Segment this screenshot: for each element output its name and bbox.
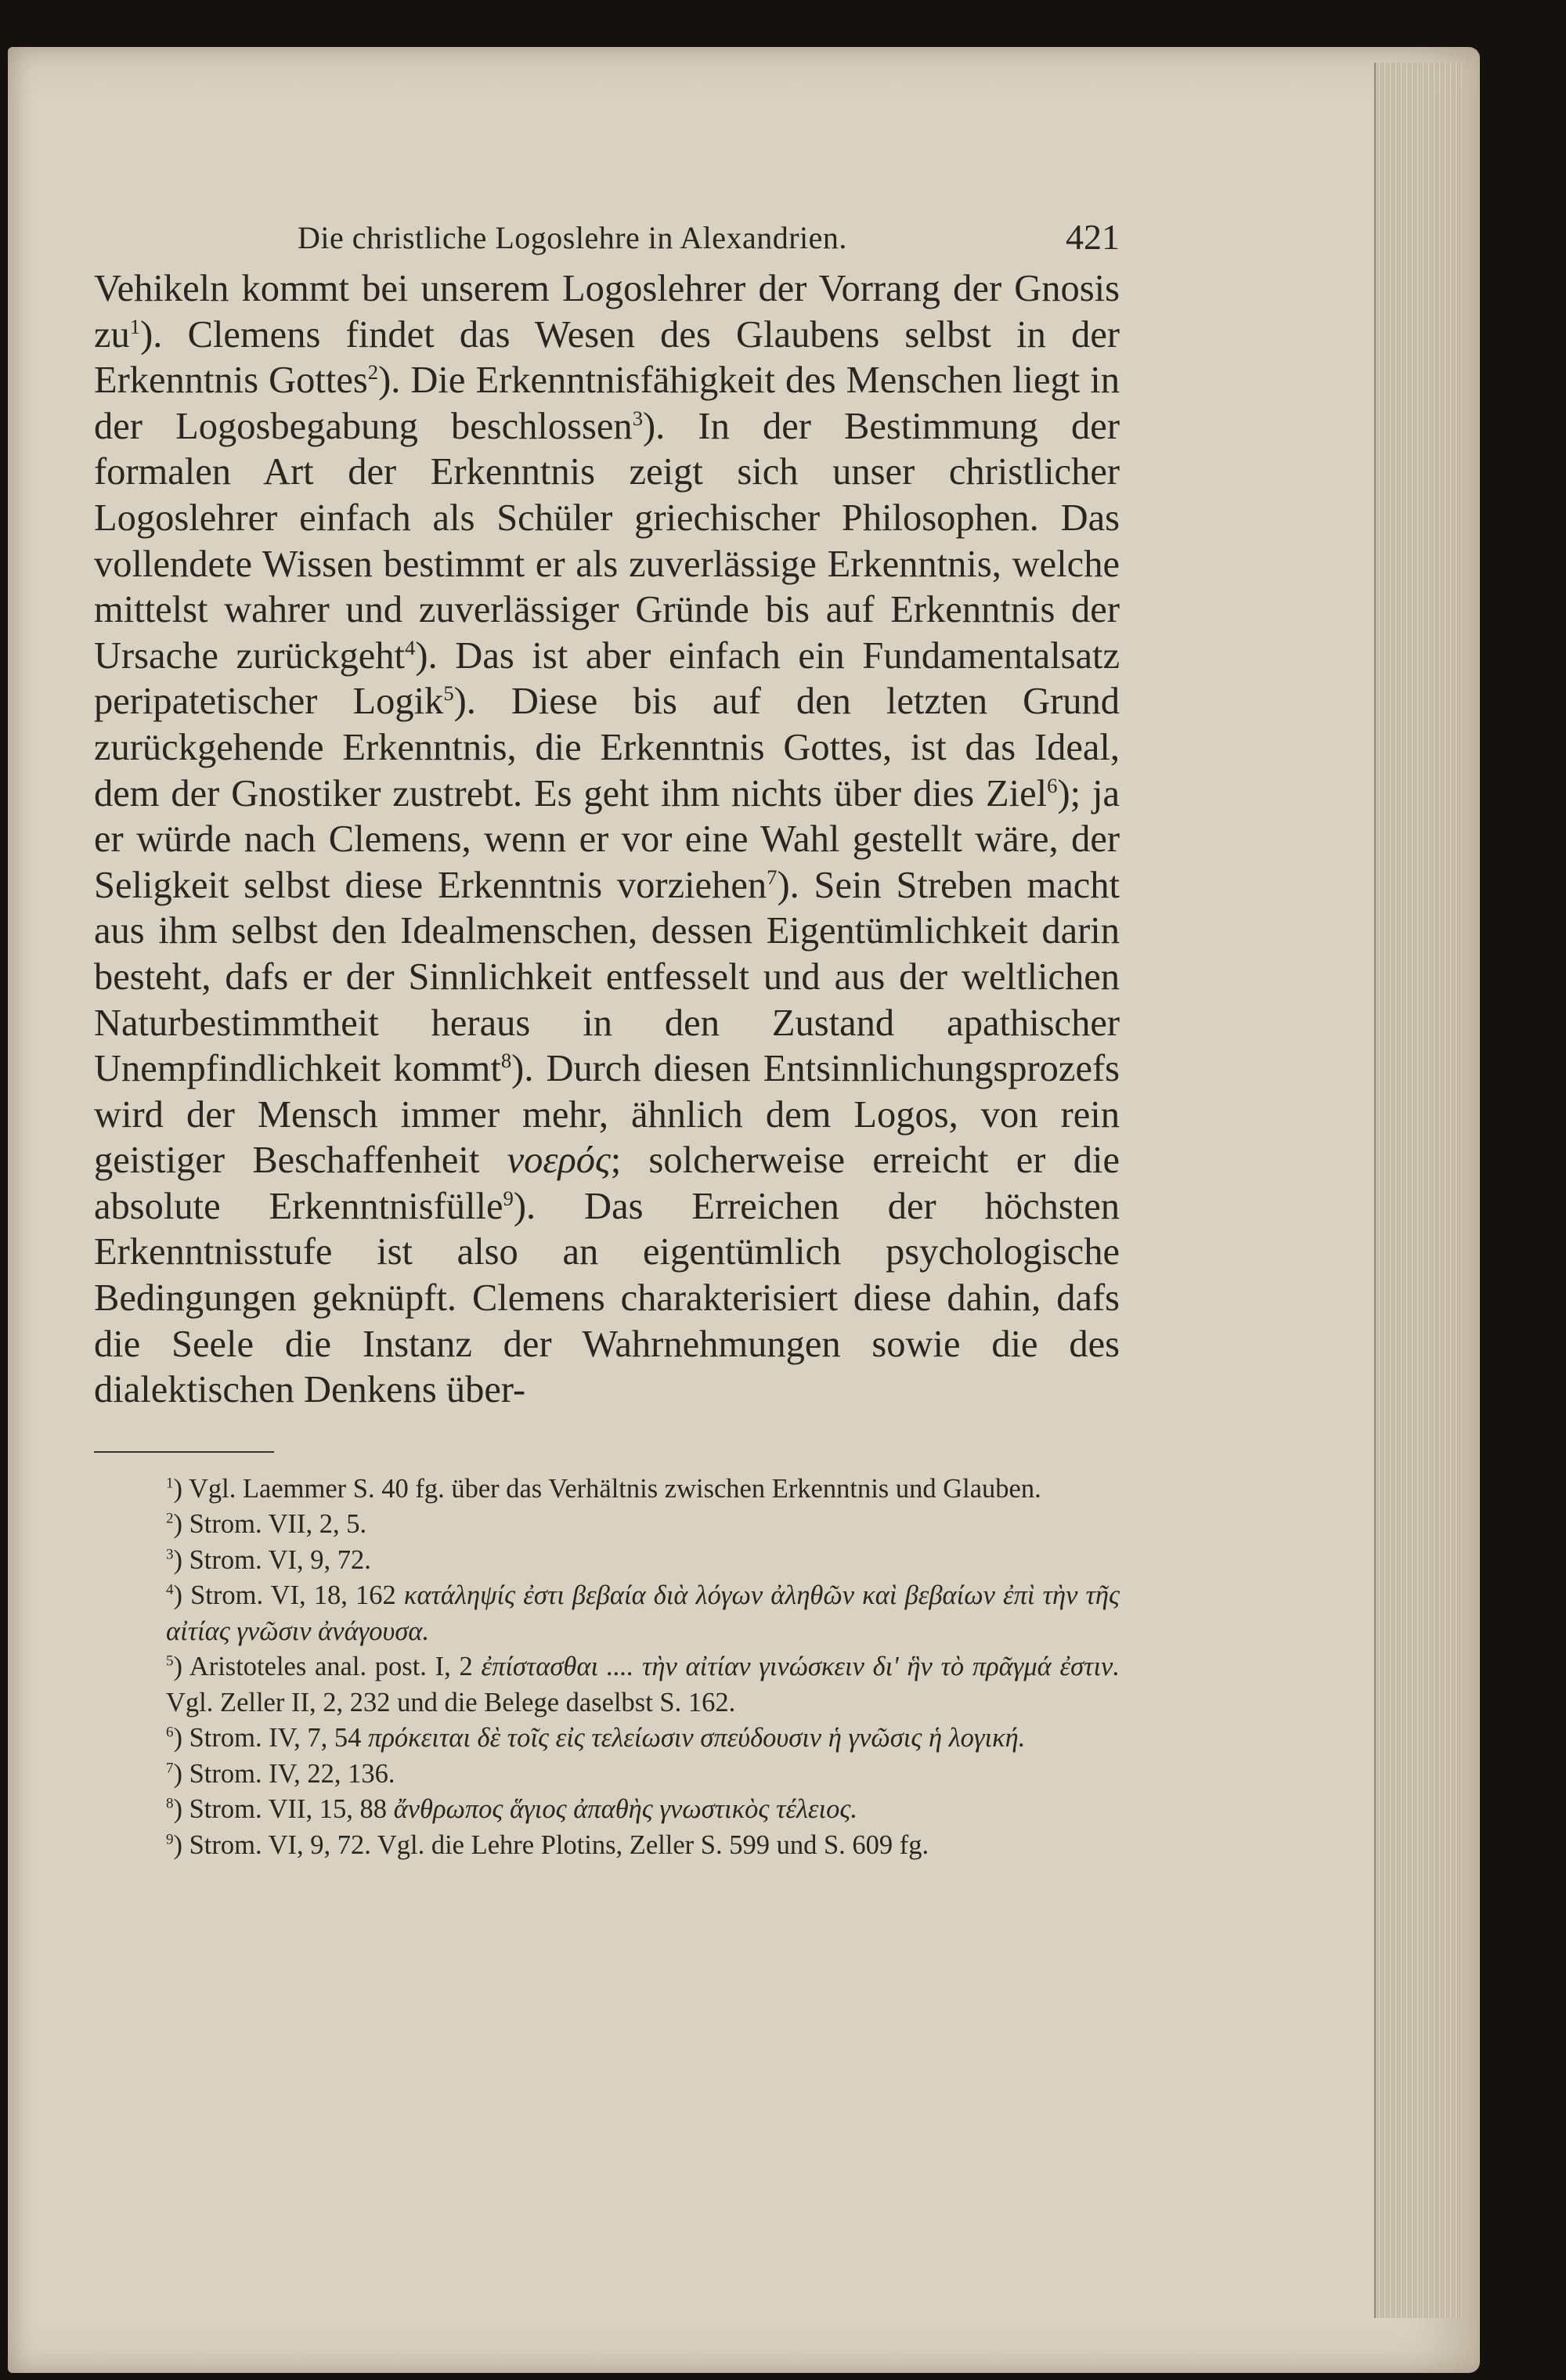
footnote-text: ) Aristoteles anal. post. I, 2 (173, 1652, 482, 1682)
text-run: ). Durch diesen Entsinnlichungsprozefs wird der Mensch immer mehr, ähnlich dem Logos, von rein geistiger Beschaffenheit (94, 1048, 1120, 1182)
text-run: Vehikeln kommt bei unserem Logoslehrer der Vorrang der Gnosis zu (94, 268, 1120, 356)
text-run: ). Das ist aber einfach ein Fundamentalsatz peripatetischer Logik (94, 634, 1120, 723)
footnote-greek: ἄνθρωπος ἅγιος ἀπαθὴς γνωστικὸς τέλειος. (393, 1794, 857, 1825)
footnote-greek: πρόκειται δὲ τοῖς εἰς τελείωσιν σπεύδουσιν ἡ γνῶσις ἡ λογική. (368, 1723, 1026, 1753)
text-run: ). Sein Streben macht aus ihm selbst den Idealmenschen, dessen Eigentümlichkeit darin besteht, dafs er der Sinnlichkeit entfesselt und aus der weltlichen Naturbestimmtheit heraus in den Zustand apathischer Unempfindlichkeit kommt (94, 864, 1120, 1090)
footnote-rule (94, 1451, 274, 1453)
footnote-ref: 2 (367, 360, 379, 385)
footnote-ref: 3 (632, 406, 644, 430)
footnote-marker: 7 (166, 1760, 174, 1777)
footnote-greek: ἐπίστασθαι .... τὴν αἰτίαν γινώσκειν δι' ἣν τὸ πρᾶγμά ἐστιν. (481, 1652, 1120, 1682)
footnote-9 (94, 1828, 1120, 1864)
footnote-marker: 8 (166, 1795, 174, 1812)
footnote-text: ) Strom. VI, 18, 162 (173, 1580, 404, 1611)
footnote-marker: 3 (166, 1546, 174, 1563)
footnote-marker: 1 (166, 1475, 174, 1492)
page-number: 421 (1066, 217, 1120, 257)
footnote-marker: 4 (166, 1581, 174, 1598)
page-content (94, 196, 1120, 1863)
greek-term: νοερός (507, 1139, 611, 1182)
text-run: ). Clemens findet das Wesen des Glaubens selbst in der Erkenntnis Gottes (94, 313, 1120, 402)
footnote-5 (94, 1649, 1120, 1721)
page-header (94, 196, 1120, 266)
footnote-text: ) Strom. VII, 15, 88 (173, 1794, 394, 1825)
footnote-marker: 6 (166, 1724, 174, 1741)
text-run: ). Diese bis auf den letzten Grund zurückgehende Erkenntnis, die Erkenntnis Gottes, ist das Ideal, dem der Gnostiker zustrebt. Es geht ihm nichts über dies Ziel (94, 681, 1120, 814)
footnote-6 (94, 1721, 1120, 1757)
text-run: ); ja er würde nach Clemens, wenn er vor eine Wahl gestellt wäre, der Seligkeit selbst diese Erkenntnis vorziehen (94, 772, 1120, 906)
footnotes (94, 1472, 1120, 1864)
footnote-text: ) Vgl. Laemmer S. 40 fg. über das Verhältnis zwischen Erkenntnis und Glauben. (173, 1473, 1041, 1504)
footnote-text: ) Strom. VII, 2, 5. (173, 1509, 367, 1540)
footnote-greek: κατάληψίς ἐστι βεβαία διὰ λόγων ἀληθῶν καὶ βεβαίων ἐπὶ τὴν τῆς αἰτίας γνῶσιν ἀνάγουσα. (166, 1580, 1120, 1646)
page-edges (1374, 63, 1462, 2318)
footnote-3 (94, 1543, 1120, 1579)
footnote-text: Vgl. Zeller II, 2, 232 und die Belege daselbst S. 162. (166, 1687, 736, 1717)
footnote-ref: 1 (129, 314, 141, 338)
main-paragraph (94, 266, 1120, 1414)
footnote-7 (94, 1757, 1120, 1793)
footnote-ref: 5 (443, 681, 454, 706)
text-run: ). Das Erreichen der höchsten Erkenntnisstufe ist also an eigentümlich psychologische Bedingungen geknüpft. Clemens charakterisiert diese dahin, dafs die Seele die Instanz der Wahrnehmungen sowie die des dialektischen Denkens über- (94, 1185, 1120, 1411)
footnote-text: ) Strom. IV, 7, 54 (173, 1723, 369, 1753)
footnote-text: ) Strom. VI, 9, 72. Vgl. die Lehre Plotins, Zeller S. 599 und S. 609 fg. (173, 1829, 929, 1860)
footnote-marker: 9 (166, 1831, 174, 1848)
footnote-ref: 8 (500, 1048, 512, 1072)
footnote-4 (94, 1578, 1120, 1649)
footnote-ref: 9 (503, 1186, 514, 1210)
footnote-8 (94, 1792, 1120, 1828)
text-run: ). In der Bestimmung der formalen Art der Erkenntnis zeigt sich unser christlicher Logoslehrer einfach als Schüler griechischer Philosophen. Das vollendete Wissen bestimmt er als zuverlässige Erkenntnis, welche mittelst wahrer und zuverlässiger Gründe bis auf Erkenntnis der Ursache zurückgeht (94, 405, 1120, 677)
footnote-marker: 5 (166, 1652, 174, 1670)
running-head: Die christliche Logoslehre in Alexandrien. (298, 220, 847, 255)
footnote-ref: 4 (405, 635, 416, 659)
footnote-ref: 7 (767, 865, 778, 889)
footnote-2 (94, 1507, 1120, 1543)
footnote-text: ) Strom. VI, 9, 72. (173, 1544, 371, 1575)
footnote-1 (94, 1472, 1120, 1508)
text-run: ; solcherweise erreicht er die absolute Erkenntnisfülle (94, 1139, 1120, 1227)
text-run: ). Die Erkenntnisfähigkeit des Menschen liegt in der Logosbegabung beschlossen (94, 359, 1120, 447)
body-text (94, 266, 1120, 1414)
footnote-text: ) Strom. IV, 22, 136. (173, 1758, 395, 1789)
footnote-ref: 6 (1047, 773, 1058, 797)
footnote-marker: 2 (166, 1510, 174, 1527)
